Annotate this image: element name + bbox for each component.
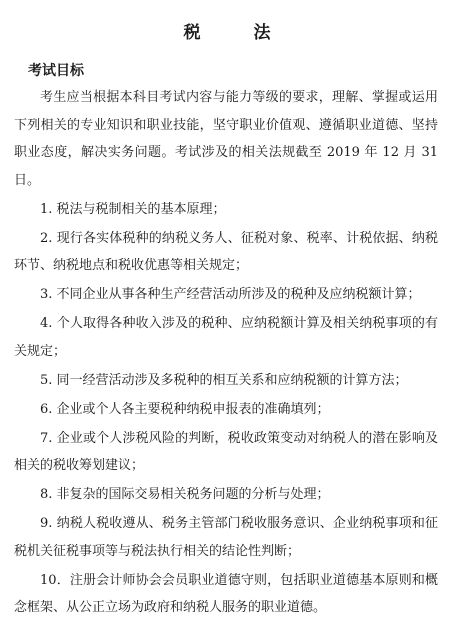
intro-paragraph: 考生应当根据本科目考试内容与能力等级的要求，理解、掌握或运用下列相关的专业知识和职业技能，坚守职业价值观、遵循职业道德、坚持职业态度，解决实务问题。考试涉及的相关法规截至 2019 年 12 月 31 日。 — [14, 90, 438, 188]
list-item: 7. 企业或个人涉税风险的判断，税收政策变动对纳税人的潜在影响及相关的税收筹划建议； — [14, 430, 438, 473]
list-item: 2. 现行各实体税种的纳税义务人、征税对象、税率、计税依据、纳税环节、纳税地点和税收优惠等相关规定； — [14, 230, 438, 273]
list-item: 4. 个人取得各种收入涉及的税种、应纳税额计算及相关纳税事项的有关规定； — [14, 316, 438, 359]
list-item: 1. 税法与税制相关的基本原理； — [40, 201, 226, 217]
list-item: 6. 企业或个人各主要税种纳税申报表的准确填列； — [40, 401, 330, 417]
document-body — [14, 84, 438, 623]
list-item: 5. 同一经营活动涉及多税种的相互关系和应纳税额的计算方法； — [40, 372, 408, 388]
list-item: 10．注册会计师协会会员职业道德守则，包括职业道德基本原则和概念框架、从公正立场为政府和纳税人服务的职业道德。 — [14, 572, 438, 615]
document-title: 税 法 — [183, 23, 289, 43]
section-heading: 考试目标 — [28, 63, 84, 79]
list-item: 9. 纳税人税收遵从、税务主管部门税收服务意识、企业纳税事项和征税机关征税事项等与税法执行相关的结论性判断； — [14, 516, 438, 559]
list-item: 8. 非复杂的国际交易相关税务问题的分析与处理； — [40, 487, 330, 502]
list-item: 3. 不同企业从事各种生产经营活动所涉及的税种及应纳税额计算； — [40, 287, 421, 302]
